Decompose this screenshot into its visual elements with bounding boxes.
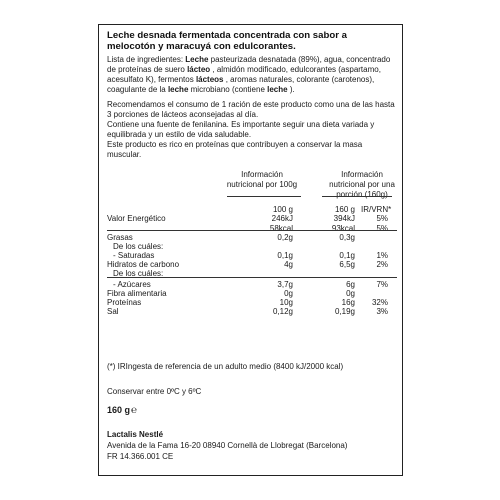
col-100g-header: 100 g xyxy=(272,205,293,214)
storage-text: Conservar entre 0ºC y 6ºC xyxy=(107,387,202,396)
header-per-100g: Información nutricional por 100g xyxy=(226,170,298,189)
energy-divider xyxy=(107,230,397,231)
reference-intake-footnote: (*) IRIngesta de referencia de un adulto medio (8400 kJ/2000 kcal) xyxy=(107,362,344,371)
manufacturer-code: FR 14.366.001 CE xyxy=(107,452,174,461)
phenylalanine-text: Contiene una fuente de fenilanina. Es importante seguir una dieta variada y equilibrada y un estilo de vida saludable. xyxy=(107,120,375,139)
ingredients-list: Lista de ingredientes: Leche pasteurizada desnatada (89%), agua, concentrado de proteínas de suero lácteo , almidón modificado, edulcorantes (aspartamo, acesulfato K), fermentos lácteos , aromas naturales, colorante (carotenos), coagulante de la leche microbiano (contiene leche ). xyxy=(107,55,391,94)
divider-100g xyxy=(227,196,301,197)
col-ir-header: IR/VRN* xyxy=(361,205,392,214)
sugars-divider xyxy=(107,277,397,278)
divider-portion xyxy=(322,196,392,197)
estimated-mark-icon: ℮ xyxy=(131,405,138,416)
product-title: Leche desnada fermentada concentrada con sabor a melocotón y maracuyá con edulcorantes. xyxy=(107,30,347,52)
net-weight: 160 g℮ xyxy=(107,405,138,416)
col-160g-header: 160 g xyxy=(334,205,355,214)
header-per-portion: Información nutricional por una porción (160g) xyxy=(329,170,395,199)
protein-claim-text: Este producto es rico en proteínas que contribuyen a conservar la masa muscular. xyxy=(107,140,363,159)
manufacturer-name: Lactalis Nestlé xyxy=(107,430,164,439)
recommendation-text: Recomendamos el consumo de 1 ración de este producto como una de las hasta 3 porciones de lácteos aconsejadas al día. xyxy=(107,100,395,119)
manufacturer-address: Avenida de la Fama 16-20 08940 Cornellà de Llobregat (Barcelona) xyxy=(107,441,348,450)
